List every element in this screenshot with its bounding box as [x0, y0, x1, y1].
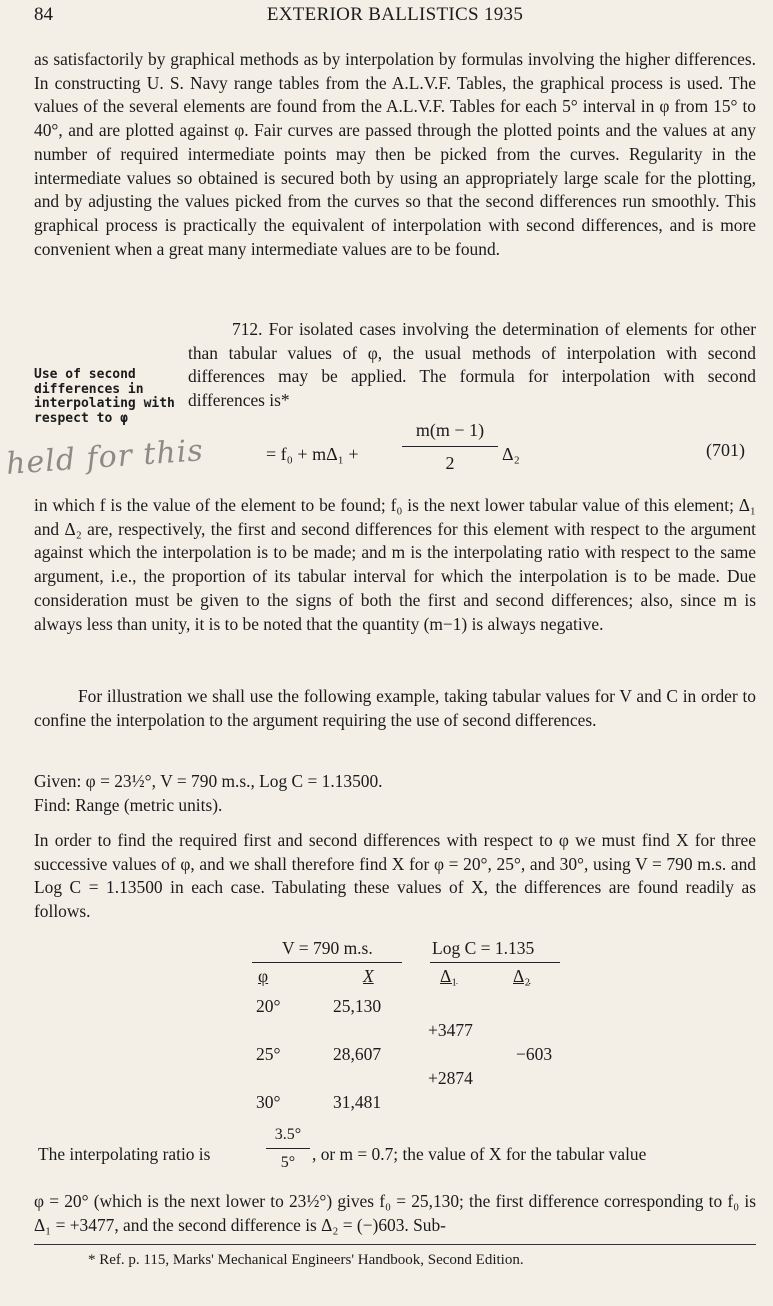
paragraph-712: 712. For isolated cases involving the determination of elements for other than tabular values of φ, the usual methods of interpolation with second differences may be applied. The formula for interpolation with second differences is*	[188, 319, 756, 411]
table-row-phi: 25°	[256, 1044, 281, 1064]
table-first-diff: +3477	[428, 1020, 473, 1040]
ratio-fraction-bar	[266, 1148, 310, 1149]
footnote-rule	[34, 1244, 756, 1245]
table-rule-v	[252, 962, 402, 963]
page-header	[34, 4, 756, 30]
table-second-diff: −603	[516, 1044, 553, 1064]
equation-number: (701)	[706, 440, 745, 460]
ratio-denominator: 5°	[280, 1154, 296, 1171]
formula-tail: Δ₂	[502, 444, 520, 464]
table-row-x: 25,130	[333, 996, 382, 1016]
page-number: 84	[34, 4, 53, 25]
ratio-prefix: The interpolating ratio is	[38, 1144, 211, 1164]
table-first-diff: +2874	[428, 1068, 473, 1088]
paragraph-illustration: For illustration we shall use the following example, taking tabular values for V and C in order to confine the interpolation to the argument requiring the use of second differences.	[34, 686, 756, 730]
paragraph-final: φ = 20° (which is the next lower to 23½°) gives f₀ = 25,130; the first difference corresponding to f₀ is Δ₁ = +3477, and the second difference is Δ₂ = (−)603. Sub-	[34, 1191, 756, 1235]
formula-fraction-bar	[402, 446, 498, 447]
ratio-numerator: 3.5°	[274, 1126, 302, 1143]
formula-numerator: m(m − 1)	[415, 420, 485, 440]
running-title: EXTERIOR BALLISTICS 1935	[266, 4, 524, 25]
table-group-header-v: V = 790 m.s.	[282, 938, 373, 958]
paragraph-intro: as satisfactorily by graphical methods as by interpolation by formulas involving the higher differences. In constructing U. S. Navy range tables from the A.L.V.F. Tables, the graphical process is used. The values of the several elements are found from the A.L.V.F. Tables for each 5° interval in φ from 15° to 40°, and are plotted against φ. Fair curves are passed through the plotted points and the values at any number of required intermediate points may then be picked from the curves. Regularity in the intermediate values so obtained is secured both by using an appropriately large scale for the plotting, and by adjusting the values picked from the curves so that the second differences run smoothly. This graphical process is practically the equivalent of interpolation with second differences, and is more convenient when a great many intermediate values are to be found.	[34, 49, 756, 259]
table-row-phi: 30°	[256, 1092, 281, 1112]
table-col-x: X	[363, 966, 374, 986]
formula-denominator: 2	[445, 453, 455, 473]
table-col-d2: Δ₂	[513, 966, 531, 986]
margin-sidenote: Use of second differences in interpolating with respect to φ	[34, 367, 175, 426]
given-line: Given: φ = 23½°, V = 790 m.s., Log C = 1.13500.	[34, 771, 383, 791]
footnote: * Ref. p. 115, Marks' Mechanical Engineers' Handbook, Second Edition.	[88, 1252, 524, 1268]
handwritten-annotation: held for this	[5, 433, 205, 482]
table-col-d1: Δ₁	[440, 966, 458, 986]
table-row-phi: 20°	[256, 996, 281, 1016]
formula-lhs: = f₀ + mΔ₁ +	[266, 444, 359, 464]
ratio-suffix: , or m = 0.7; the value of X for the tabular value	[312, 1144, 647, 1164]
table-rule-logc	[430, 962, 560, 963]
table-col-phi: φ	[258, 966, 269, 986]
table-group-header-logc: Log C = 1.135	[432, 938, 535, 958]
table-row-x: 31,481	[333, 1092, 382, 1112]
find-line: Find: Range (metric units).	[34, 795, 223, 815]
paragraph-explanation: in which f is the value of the element to be found; f₀ is the next lower tabular value of this element; Δ₁ and Δ₂ are, respectively, the first and second differences for this element with respect to the argument against which the interpolation is to be made; and m is the interpolating ratio with respect to the same argument, i.e., the proportion of its tabular interval for which the interpolation is to be made. Due consideration must be given to the signs of both the first and second differences; also, since m is always less than unity, it is to be noted that the quantity (m−1) is always negative.	[34, 495, 756, 634]
table-row-x: 28,607	[333, 1044, 382, 1064]
paragraph-differences: In order to find the required first and second differences with respect to φ we must find X for three successive values of φ, and we shall therefore find X for φ = 20°, 25°, and 30°, using V = 790 m.s. and Log C = 1.13500 in each case. Tabulating these values of X, the differences are found readily as follows.	[34, 830, 756, 922]
